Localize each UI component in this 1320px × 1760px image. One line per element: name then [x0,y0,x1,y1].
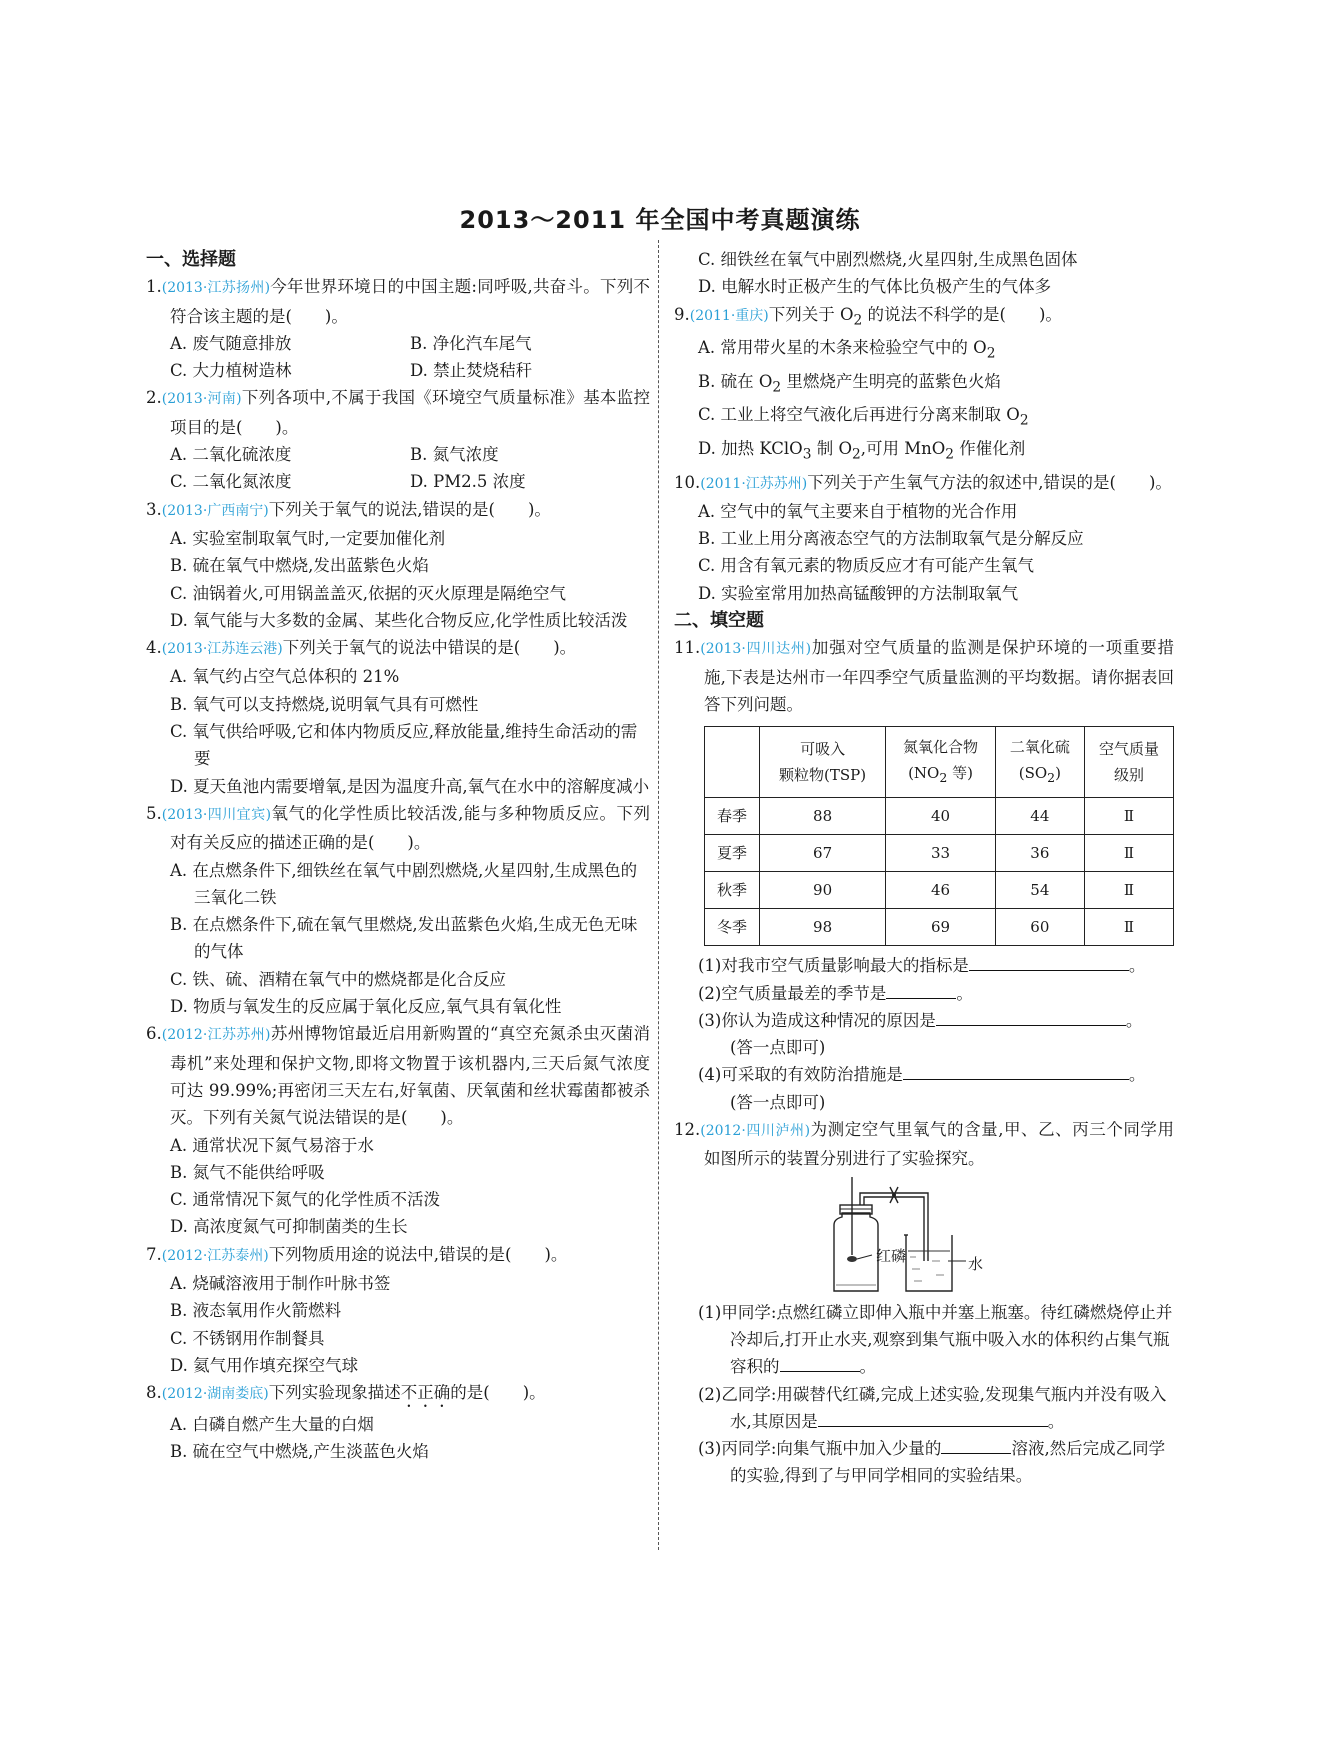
subscript: 2 [1047,769,1056,785]
option-text: A. 常用带火星的木条来检验空气中的 O [698,338,987,358]
question-stem: 加强对空气质量的监测是保护环境的一项重要措施,下表是达州市一年四季空气质量监测的平均数据。请你据表回答下列问题。 [704,638,1174,714]
answer-blank[interactable] [936,1007,1126,1026]
option-row [146,468,650,495]
option-a: A. 白磷自燃产生大量的白烟 [170,1415,374,1435]
question-6 [146,1020,650,1131]
option-a: A. 氧气约占空气总体积的 21% [170,667,400,687]
answer-blank[interactable] [941,1435,1011,1454]
question-number: 5. [146,803,162,823]
question-stem: 下列实验现象描述 [268,1383,401,1403]
cell-tsp: 98 [760,909,886,946]
option-d: D. 实验室常用加热高锰酸钾的方法制取氧气 [698,583,1019,603]
cell-season: 春季 [705,798,760,835]
cell-tsp: 67 [760,835,886,872]
question-source: (2013·江苏连云港) [161,641,283,658]
question-source: (2013·广西南宁) [161,502,269,519]
option-text: ,可用 MnO [860,438,946,458]
q11-sub-3 [674,1007,1174,1034]
option-d: D. 高浓度氮气可抑制菌类的生长 [170,1217,408,1237]
question-4 [146,634,650,663]
option-text: C. 工业上将空气液化后再进行分离来制取 O [698,405,1020,425]
cell-level: Ⅱ [1084,872,1173,909]
punctuation: 。 [1128,956,1146,976]
subscript: 2 [1019,412,1029,429]
question-stem: 下列物质用途的说法中,错误的是( )。 [268,1244,568,1264]
option-a: A. 废气随意排放 [170,333,292,353]
header-line: 可吸入 [800,740,846,759]
q11-sub-2 [674,980,1174,1007]
subscript: 2 [986,345,996,362]
question-stem: 下列关于氧气的说法中错误的是( )。 [282,638,577,658]
cell-tsp: 88 [760,798,886,835]
question-number: 12. [674,1120,701,1140]
subscript: 2 [772,379,782,396]
option-text: 里燃烧产生明亮的蓝紫色火焰 [781,371,1001,391]
option-text: D. 加热 KClO [698,438,803,458]
punctuation: 。 [859,1357,876,1377]
option-c: C. 细铁丝在氧气中剧烈燃烧,火星四射,生成黑色固体 [698,250,1078,269]
q11-sub-4-note: (答一点即可) [730,1092,826,1112]
table-row [705,835,1174,872]
table-header-so2 [995,727,1084,798]
subscript: 2 [853,311,863,328]
question-stem: 下列关于产生氧气方法的叙述中,错误的是( )。 [807,472,1172,492]
question-number: 3. [146,499,162,519]
cell-no2: 40 [886,798,996,835]
question-number: 1. [146,277,162,297]
question-3 [146,496,650,525]
header-line: 氮氧化合物 [902,737,978,756]
option-b: B. 液态氧用作火箭燃料 [170,1301,342,1321]
question-source: (2013·四川宜宾) [161,806,272,823]
option-row [146,330,650,357]
option-text: 作催化剂 [954,438,1026,458]
question-stem: 苏州博物馆最近启用新购置的“真空充氮杀虫灭菌消毒机”来处理和保护文物,即将文物置于该机器内,三天后氮气浓度可达 99.99%;再密闭三天左右,好氧菌、厌氧菌和丝状霉菌都被杀灭。下列有关氮气说法错误的是( )。 [170,1024,650,1128]
option-row [146,441,650,468]
cell-so2: 54 [995,872,1084,909]
sub-question-text: (4)可采取的有效防治措施是 [698,1065,903,1085]
option-a: A. 通常状况下氮气易溶于水 [170,1135,374,1155]
cell-season: 秋季 [705,872,760,909]
option-b: B. 在点燃条件下,硫在氧气里燃烧,发出蓝紫色火焰,生成无色无味的气体 [170,915,638,962]
question-source: (2013·河南) [161,391,242,408]
table-header-row [705,727,1174,798]
section-heading-fill: 二、填空题 [674,610,764,632]
answer-blank[interactable] [969,952,1129,971]
option-c: C. 大力植树造林 [170,361,292,381]
sub-question-text: (1)甲同学:点燃红磷立即伸入瓶中并塞上瓶塞。待红磷燃烧停止并冷却后,打开止水夹,观察到集气瓶中吸入水的体积约占集气瓶容积的 [698,1302,1173,1377]
question-10 [674,469,1174,498]
cell-tsp: 90 [760,872,886,909]
table-row [705,909,1174,946]
header-line: (NO [908,763,940,782]
question-2 [146,384,650,441]
option-d: D. PM2.5 浓度 [410,472,526,492]
option-b: B. 氮气不能供给呼吸 [170,1162,325,1182]
question-source: (2012·湖南娄底) [161,1386,269,1403]
question-number: 11. [674,638,701,658]
question-source: (2011·江苏苏州) [700,475,808,492]
answer-blank[interactable] [886,980,956,999]
option-d: D. 物质与氧发生的反应属于氧化反应,氧气具有氧化性 [170,997,562,1017]
cell-no2: 46 [886,872,996,909]
question-stem: 的说法不科学的是( )。 [862,304,1062,324]
column-divider [658,240,659,1550]
question-1 [146,273,650,330]
question-source: (2012·四川泸州) [700,1123,811,1140]
header-line: 等) [947,763,973,782]
option-a: A. 实验室制取氧气时,一定要加催化剂 [170,528,446,548]
question-source: (2013·四川达州) [700,641,812,658]
option-a: A. 在点燃条件下,细铁丝在氧气中剧烈燃烧,火星四射,生成黑色的三氧化二铁 [170,860,638,907]
q11-sub-3-note: (答一点即可) [730,1038,826,1058]
question-stem: 下列关于 O [768,304,854,324]
question-number: 4. [146,638,162,658]
header-line: (SO [1018,763,1048,782]
q12-sub-1 [674,1299,1174,1381]
question-stem: 下列关于氧气的说法,错误的是( )。 [268,499,551,519]
cell-level: Ⅱ [1084,798,1173,835]
table-header-no2 [886,727,996,798]
question-number: 2. [146,388,162,408]
question-stem: 为测定空气里氧气的含量,甲、乙、丙三个同学用如图所示的装置分别进行了实验探究。 [704,1120,1174,1169]
question-source: (2013·江苏扬州) [161,280,271,297]
figure-label-water: 水 [968,1254,984,1273]
question-source: (2012·江苏苏州) [161,1027,271,1044]
question-stem: 下列各项中,不属于我国《环境空气质量标准》基本监控项目的是( )。 [170,388,650,437]
question-7 [146,1241,650,1270]
sub-question-text: (1)对我市空气质量影响最大的指标是 [698,956,969,976]
option-d [674,435,1174,469]
table-header-season [705,727,760,798]
table-row [705,872,1174,909]
option-b: B. 硫在氧气中燃烧,发出蓝紫色火焰 [170,556,429,576]
air-quality-table [704,726,1174,946]
table-row [705,798,1174,835]
question-number: 10. [674,472,701,492]
option-text: B. 硫在 O [698,371,773,391]
figure-label-phosphorus: 红磷 [876,1246,907,1265]
header-line: 二氧化硫 [1009,737,1070,756]
page-title: 2013～2011 年全国中考真题演练 [459,206,861,234]
cell-no2: 69 [886,909,996,946]
option-c [674,401,1174,435]
option-d: D. 氦气用作填充探空气球 [170,1355,359,1375]
option-d: D. 电解水时正极产生的气体比负极产生的气体多 [698,277,1052,297]
option-text: 制 O [811,438,852,458]
answer-blank[interactable] [780,1353,860,1372]
subscript: 2 [851,446,861,463]
option-b [674,368,1174,402]
question-source: (2011·重庆) [689,307,769,324]
section-heading-choice: 一、选择题 [146,249,236,270]
question-number: 8. [146,1383,162,1403]
option-c: C. 铁、硫、酒精在氧气中的燃烧都是化合反应 [170,969,507,989]
option-row [146,357,650,384]
option-a: A. 二氧化硫浓度 [170,445,292,465]
option-c: C. 油锅着火,可用锅盖盖灭,依据的灭火原理是隔绝空气 [170,583,567,603]
cell-so2: 36 [995,835,1084,872]
sub-question-text: (2)空气质量最差的季节是 [698,983,887,1003]
left-column [146,246,650,1466]
option-b: B. 氮气浓度 [410,445,499,465]
subscript: 2 [939,769,948,785]
question-stem: 的是( )。 [450,1383,546,1403]
sub-question-text: (3)你认为造成这种情况的原因是 [698,1010,936,1030]
cell-level: Ⅱ [1084,909,1173,946]
punctuation: 。 [1125,1010,1143,1030]
answer-blank[interactable] [818,1408,1048,1427]
cell-so2: 60 [995,909,1084,946]
option-b: B. 氧气可以支持燃烧,说明氧气具有可燃性 [170,694,479,714]
emphasis-text: 不正确 [400,1383,451,1403]
option-b: B. 净化汽车尾气 [410,333,532,353]
q11-sub-4 [674,1061,1174,1088]
question-12 [674,1116,1174,1173]
header-line: ) [1055,763,1061,782]
cell-season: 夏季 [705,835,760,872]
apparatus-diagram [824,1175,1024,1295]
cell-so2: 44 [995,798,1084,835]
cell-level: Ⅱ [1084,835,1173,872]
q12-sub-2 [674,1381,1174,1436]
sub-question-text: (3)丙同学:向集气瓶中加入少量的 [698,1439,942,1459]
question-number: 9. [674,304,690,324]
question-stem: 氧气的化学性质比较活泼,能与多种物质反应。下列对有关反应的描述正确的是( )。 [170,803,650,853]
answer-blank[interactable] [903,1061,1129,1080]
question-8 [146,1379,650,1411]
option-c: C. 二氧化氮浓度 [170,472,292,492]
sub-question-text: (2)乙同学:用碳替代红磷,完成上述实验,发现集气瓶内并没有吸入水,其原因是 [698,1384,1167,1431]
option-c: C. 通常情况下氮气的化学性质不活泼 [170,1190,441,1210]
apparatus-figure [674,1175,1174,1295]
question-11 [674,634,1174,718]
header-line: 颗粒物(TSP) [779,766,867,785]
question-9 [674,301,1174,335]
option-c: C. 不锈钢用作制餐具 [170,1328,325,1348]
option-a: A. 烧碱溶液用于制作叶脉书签 [170,1273,391,1293]
subscript: 3 [802,446,812,463]
question-5 [146,800,650,857]
option-b: B. 工业上用分离液态空气的方法制取氧气是分解反应 [698,529,1084,549]
q12-sub-3 [674,1435,1174,1490]
question-stem: 今年世界环境日的中国主题:同呼吸,共奋斗。下列不符合该主题的是( )。 [170,277,650,326]
sub-question-text: 溶液,然后完成乙同学的实验,得到了与甲同学相同的实验结果。 [730,1439,1166,1486]
question-number: 7. [146,1244,162,1264]
subscript: 2 [945,446,955,463]
question-number: 6. [146,1024,162,1044]
question-source: (2012·江苏泰州) [161,1247,269,1264]
punctuation: 。 [1128,1065,1146,1085]
header-line: 级别 [1113,766,1144,785]
option-d: D. 禁止焚烧秸秆 [410,361,533,381]
option-c: C. 用含有氧元素的物质反应才有可能产生氧气 [698,556,1035,576]
option-a: A. 空气中的氧气主要来自于植物的光合作用 [698,501,1018,521]
option-a [674,334,1174,368]
option-b: B. 硫在空气中燃烧,产生淡蓝色火焰 [170,1442,429,1462]
option-d: D. 氧气能与大多数的金属、某些化合物反应,化学性质比较活泼 [170,610,628,630]
cell-no2: 33 [886,835,996,872]
q11-sub-1 [674,952,1174,979]
option-c: C. 氧气供给呼吸,它和体内物质反应,释放能量,维持生命活动的需要 [170,722,638,769]
option-d: D. 夏天鱼池内需要增氧,是因为温度升高,氧气在水中的溶解度减小 [170,776,650,796]
right-column [674,246,1174,1490]
punctuation: 。 [1047,1411,1065,1431]
punctuation: 。 [956,983,973,1003]
table-header-tsp [760,727,886,798]
cell-season: 冬季 [705,909,760,946]
header-line: 空气质量 [1098,740,1159,759]
table-header-level [1084,727,1173,798]
